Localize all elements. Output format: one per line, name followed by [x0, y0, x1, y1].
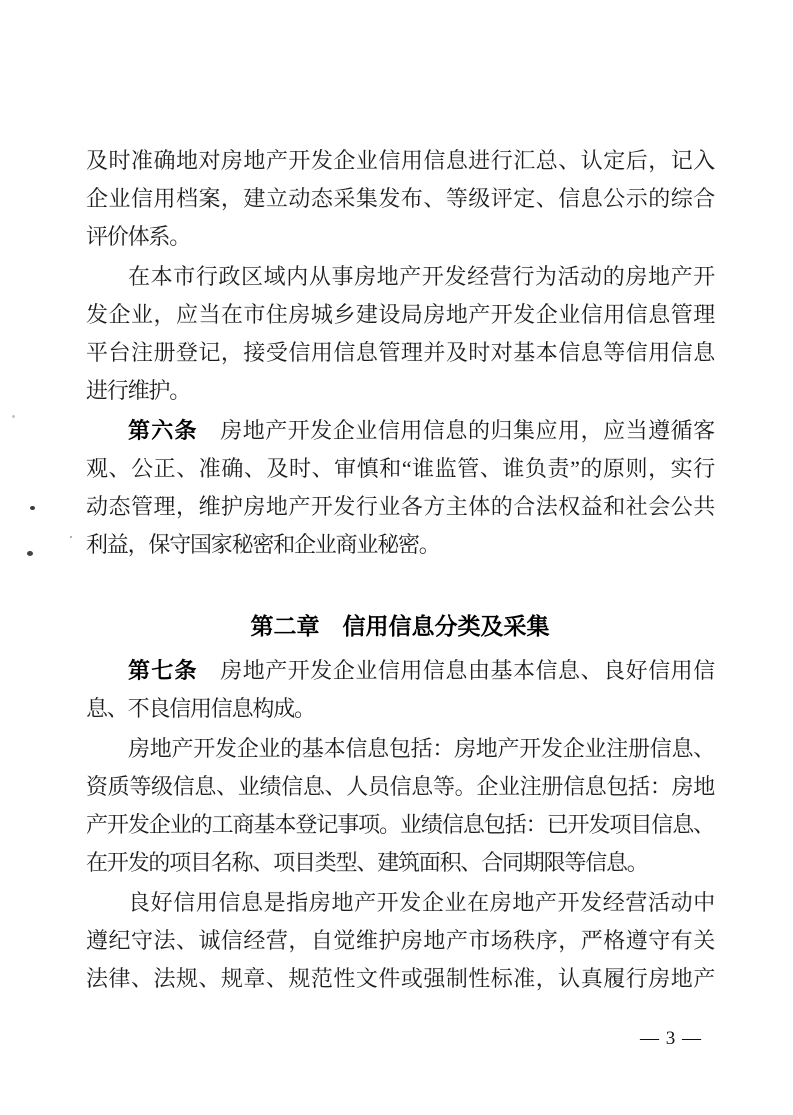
- text-line: 平台注册登记，接受信用信息管理并及时对基本信息等信用信息: [86, 340, 714, 365]
- paragraph-article-6: [86, 412, 714, 564]
- scan-speck: [70, 536, 72, 538]
- text-line: 房地产开发企业的基本信息包括：房地产开发企业注册信息、: [128, 736, 714, 761]
- text-line: 进行维护。: [86, 378, 191, 403]
- text-line: 良好信用信息是指房地产开发企业在房地产开发经营活动中: [128, 890, 714, 915]
- paragraph: [86, 142, 714, 256]
- text-line: 发企业，应当在市住房城乡建设局房地产开发企业信用信息管理: [86, 302, 714, 327]
- text-line: 利益，保守国家秘密和企业商业秘密。: [86, 532, 440, 557]
- paragraph: [86, 258, 714, 410]
- text-line: 企业信用档案，建立动态采集发布、等级评定、信息公示的综合: [86, 186, 714, 211]
- chapter-heading: 第二章 信用信息分类及采集: [250, 613, 550, 639]
- page-body-text: [86, 142, 714, 998]
- article-6-label: 第六条: [128, 418, 198, 443]
- text-line: 产开发企业的工商基本登记事项。业绩信息包括：已开发项目信息、: [86, 812, 714, 837]
- text-line: 动态管理，维护房地产开发行业各方主体的合法权益和社会公共: [86, 494, 714, 519]
- scan-speck: [12, 415, 15, 418]
- paragraph: [86, 730, 714, 882]
- text-line: 息、不良信用信息构成。: [86, 696, 315, 721]
- text-line: 法律、法规、规章、规范性文件或强制性标准，认真履行房地产: [86, 966, 714, 991]
- paragraph-article-7: [86, 652, 714, 728]
- text-line: 遵纪守法、诚信经营，自觉维护房地产市场秩序，严格遵守有关: [86, 928, 714, 953]
- paragraph: [86, 884, 714, 998]
- article-7-label: 第七条: [128, 658, 198, 683]
- article-7-first-line: 房地产开发企业信用信息由基本信息、良好信用信: [197, 658, 714, 683]
- text-line: 评价体系。: [86, 224, 191, 249]
- text-line: 在开发的项目名称、项目类型、建筑面积、合同期限等信息。: [86, 850, 648, 875]
- text-line: 资质等级信息、业绩信息、人员信息等。企业注册信息包括：房地: [86, 774, 714, 799]
- scan-speck: [27, 551, 33, 556]
- scan-speck: [30, 506, 35, 510]
- text-line: [86, 652, 714, 690]
- text-line: [86, 412, 714, 450]
- page-number: — 3 —: [640, 1028, 702, 1049]
- article-6-first-line: 房地产开发企业信用信息的归集应用，应当遵循客: [197, 418, 714, 443]
- text-line: 观、公正、准确、及时、审慎和“谁监管、谁负责”的原则，实行: [86, 456, 714, 481]
- text-line: 及时准确地对房地产开发企业信用信息进行汇总、认定后，记入: [86, 148, 714, 173]
- text-line: 在本市行政区域内从事房地产开发经营行为活动的房地产开: [128, 264, 714, 289]
